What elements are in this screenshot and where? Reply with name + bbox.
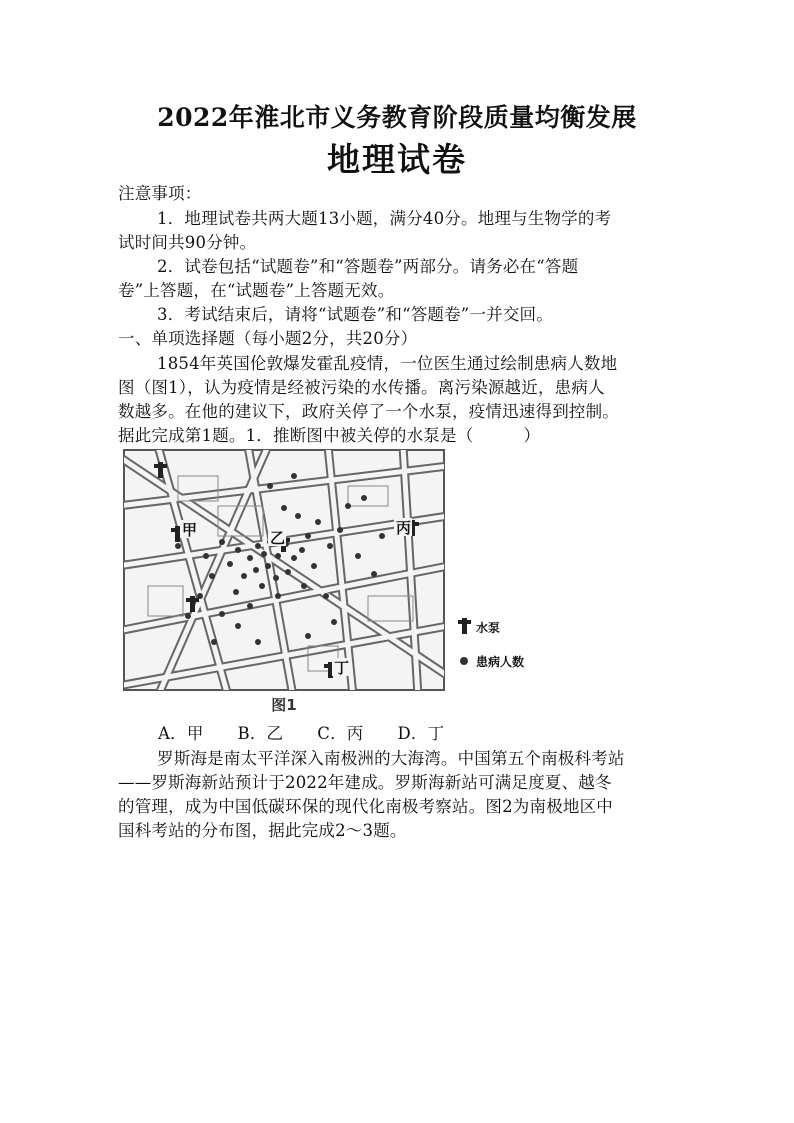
passage-2: 的管理，成为中国低碳环保的现代化南极考察站。图2为南极地区中 <box>118 797 613 816</box>
notice-item-2: 2．试卷包括“试题卷”和“答题卷”两部分。请务必在“答题 <box>157 257 579 276</box>
passage-2: ——罗斯海新站预计于2022年建成。罗斯海新站可满足度夏、越冬 <box>118 773 612 792</box>
question-1-options <box>158 720 478 744</box>
figure-caption: 图1 <box>271 696 297 714</box>
question-1-stem: 据此完成第1题。1．推断图中被关停的水泵是（ ） <box>118 426 541 445</box>
map-legend <box>458 618 524 669</box>
question-1-text: 1854年英国伦敦爆发霍乱疫情，一位医生通过绘制患病人数地 <box>157 354 618 373</box>
exam-title: 2022年淮北市义务教育阶段质量均衡发展 <box>157 103 637 132</box>
option-d: D．丁 <box>397 724 445 743</box>
question-1-text: 数越多。在他的建议下，政府关停了一个水泵，疫情迅速得到控制。 <box>118 402 619 421</box>
option-a: A．甲 <box>158 724 204 743</box>
legend-patients: 患病人数 <box>476 655 525 669</box>
legend-pump: 水泵 <box>476 621 501 635</box>
label-bing: 丙 <box>396 519 412 537</box>
notice-item-3: 3．考试结束后，请将“试题卷”和“答题卷”一并交回。 <box>157 305 553 324</box>
notice-item-1-cont: 试时间共90分钟。 <box>118 233 257 252</box>
exam-subject: 地理试卷 <box>327 140 467 179</box>
label-jia: 甲 <box>182 521 198 539</box>
section-heading: 一、单项选择题（每小题2分，共20分） <box>118 329 418 348</box>
notice-heading: 注意事项： <box>118 184 202 203</box>
passage-2: 罗斯海是南太平洋深入南极洲的大海湾。中国第五个南极科考站 <box>157 749 625 768</box>
option-c: C．丙 <box>317 724 364 743</box>
notice-item-1: 1．地理试卷共两大题13小题，满分40分。地理与生物学的考 <box>157 209 612 228</box>
notice-item-2-cont: 卷”上答题，在“试题卷”上答题无效。 <box>118 281 395 300</box>
patient-dot-icon <box>460 657 468 665</box>
label-yi: 乙 <box>270 529 286 547</box>
figure-1-map <box>118 446 558 716</box>
pump-icon <box>458 618 471 634</box>
passage-2: 国科考站的分布图，据此完成2～3题。 <box>118 821 407 840</box>
question-1-text: 图（图1），认为疫情是经被污染的水传播。离污染源越近，患病人 <box>118 378 605 397</box>
label-ding: 丁 <box>334 659 350 677</box>
option-b: B．乙 <box>237 724 284 743</box>
